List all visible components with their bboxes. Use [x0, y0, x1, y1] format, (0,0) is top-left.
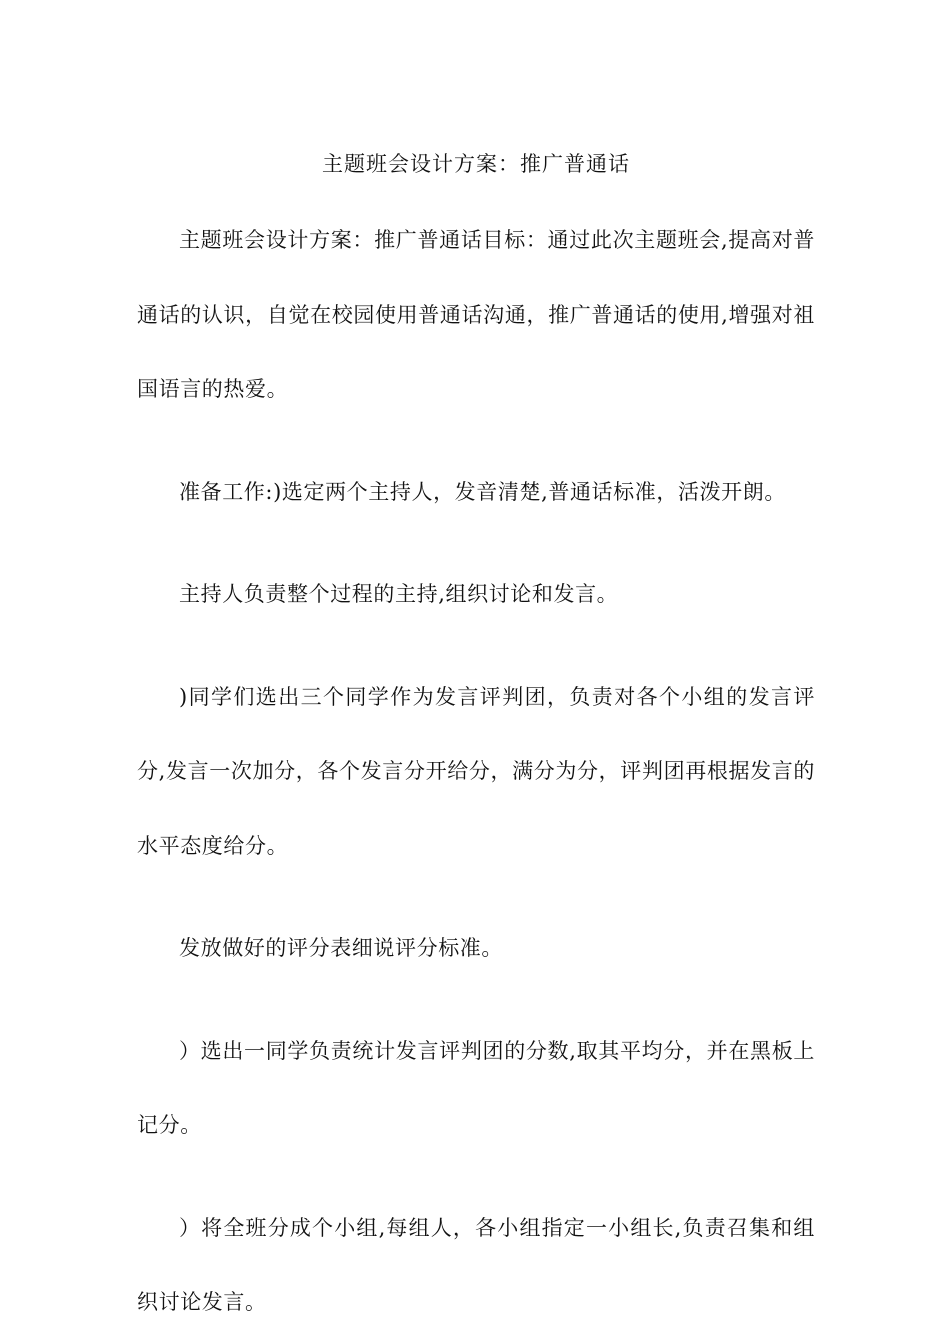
paragraph-preparation: 准备工作:)选定两个主持人，发音清楚,普通话标准，活泼开朗。: [179, 479, 786, 504]
paragraph-judging-panel: )同学们选出三个同学作为发言评判团，负责对各个小组的发言评分,发言一次加分，各个发言分开给分，满分为分，评判团再根据发言的水平态度给分。: [137, 684, 815, 858]
paragraph-score-sheet: 发放做好的评分表细说评分标准。: [179, 936, 503, 960]
document-body: [137, 140, 815, 1340]
paragraph-score-tally: ）选出一同学负责统计发言评判团的分数,取其平均分，并在黑板上记分。: [137, 1038, 815, 1137]
paragraph-host-duty: 主持人负责整个过程的主持,组织讨论和发言。: [179, 582, 619, 606]
document-title: 主题班会设计方案：推广普通话: [322, 152, 630, 176]
paragraph-goal: 主题班会设计方案：推广普通话目标：通过此次主题班会,提高对普通话的认识，自觉在校园使用普通话沟通，推广普通话的使用,增强对祖国语言的热爱。: [137, 228, 815, 401]
paragraph-groups: ）将全班分成个小组,每组人，各小组指定一小组长,负责召集和组织讨论发言。: [137, 1215, 815, 1314]
